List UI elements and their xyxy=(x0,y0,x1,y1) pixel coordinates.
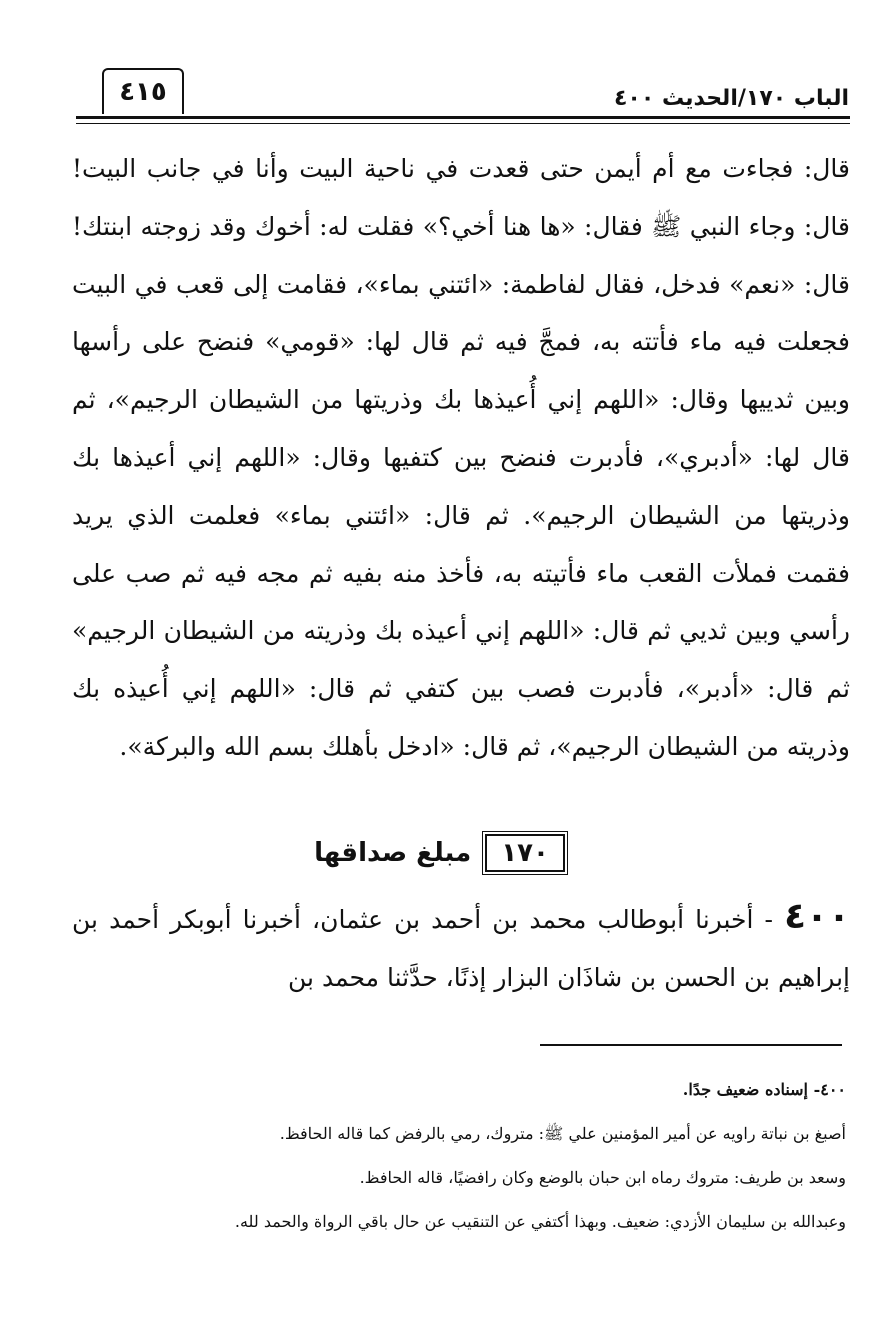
footnote-line: وعبدالله بن سليمان الأزدي: ضعيف. وبهذا أكتفي عن التنقيب عن حال باقي الرواة والحمد لله. xyxy=(234,1212,846,1231)
footnote-heading: ٤٠٠- إسناده ضعيف جدًا. xyxy=(682,1080,846,1099)
hadith-text: - أخبرنا أبوطالب محمد بن أحمد بن عثمان، أخبرنا أبوبكر أحمد بن إبراهيم بن الحسن بن شاذَان البزار إذنًا، حدَّثنا محمد بن xyxy=(72,905,850,992)
footnote-line: وسعد بن طريف: متروك رماه ابن حبان بالوضع وكان رافضيًا، قاله الحافظ. xyxy=(359,1168,846,1187)
body-text xyxy=(72,140,850,776)
footnote-line: أصبغ بن نباتة راويه عن أمير المؤمنين علي ﷺ: متروك، رمي بالرفض كما قاله الحافظ. xyxy=(279,1124,846,1143)
footnote-divider xyxy=(540,1044,842,1046)
section-title: مبلغ صداقها xyxy=(314,838,472,868)
section-number: ١٧٠ xyxy=(485,834,565,872)
page-number: ٤١٥ xyxy=(102,68,184,114)
body-paragraph: قال: فجاءت مع أم أيمن حتى قعدت في ناحية البيت وأنا في جانب البيت! قال: وجاء النبي ﷺ فقال: «ها هنا أخي؟» فقلت له: أخوك وقد زوجته ابنتك! قال: «نعم» فدخل، فقال لفاطمة: «ائتني بماء»، فقامت إلى قعب في البيت فجعلت فيه ماء فأتته به، فمجَّ فيه ثم قال لها: «قومي» فنضح على رأسها وبين ثدييها وقال: «اللهم إني أُعيذها بك وذريتها من الشيطان الرجيم»، ثم قال لها: «أدبري»، فأدبرت فنضح بين كتفيها وقال: «اللهم إني أعيذها بك وذريتها من الشيطان الرجيم». ثم قال: «ائتني بماء» فعلمت الذي يريد فقمت فملأت القعب ماء فأتيته به، فأخذ منه بفيه ثم مجه فيه ثم صب على رأسي وبين ثديي ثم قال: «اللهم إني أعيذه بك وذريته من الشيطان الرجيم» ثم قال: «أدبر»، فأدبرت فصب بين كتفي ثم قال: «اللهم إني أُعيذه بك وذريته من الشيطان الرجيم»، ثم قال: «ادخل بأهلك بسم الله والبركة». xyxy=(72,154,850,761)
hadith-paragraph xyxy=(72,888,850,1007)
header-divider xyxy=(76,116,850,124)
hadith-entry xyxy=(72,888,850,1007)
hadith-number: ٤٠٠ xyxy=(784,896,850,937)
section-heading xyxy=(0,834,879,872)
running-header-title: الباب ١٧٠/الحديث ٤٠٠ xyxy=(613,86,849,111)
footnotes xyxy=(66,1068,846,1244)
